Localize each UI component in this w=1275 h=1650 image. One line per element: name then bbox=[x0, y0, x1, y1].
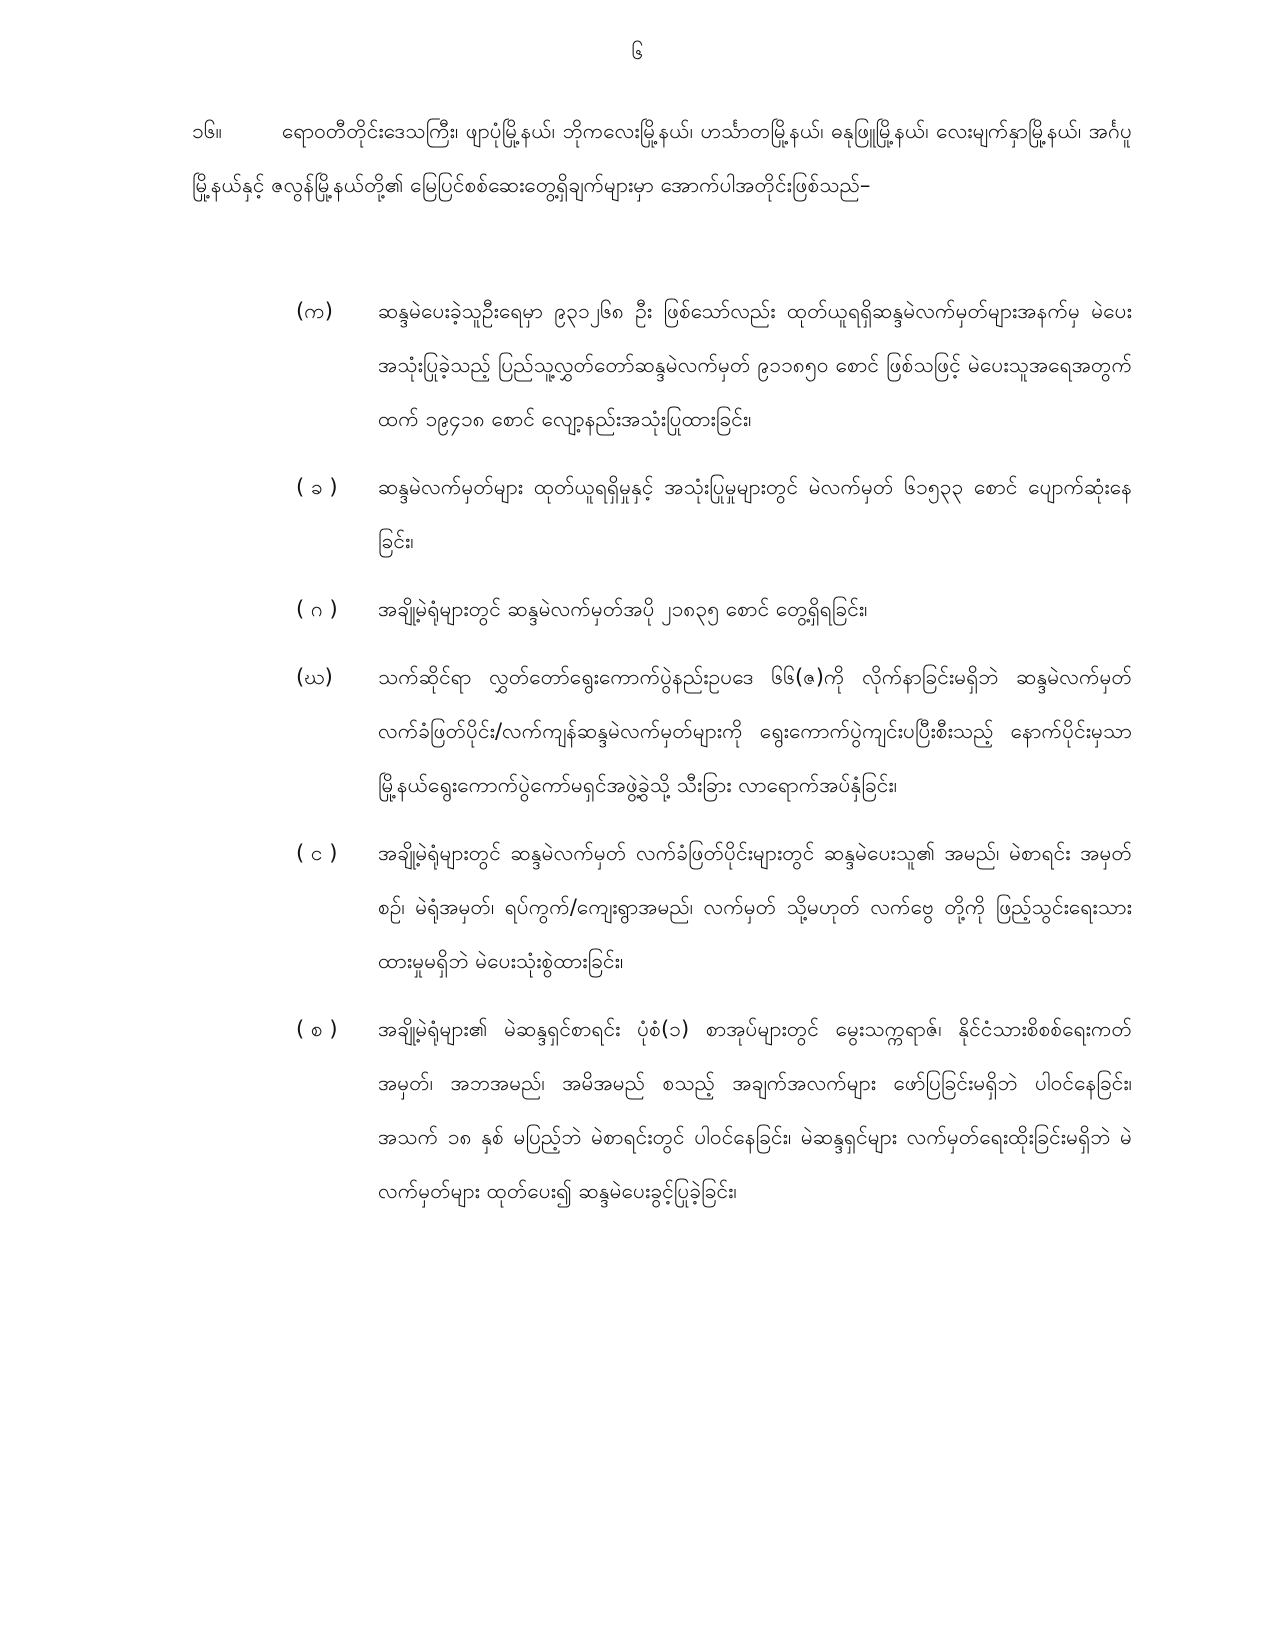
item-text: အချို့မဲရုံများ၏ မဲဆန္ဒရှင်စာရင်း ပုံစံ(၁) စာအုပ်များတွင် မွေးသက္ကရာဇ်၊ နိုင်ငံသားစိစစ်ရေးကတ်အမှတ်၊ အဘအမည်၊ အမိအမည် စသည့် အချက်အလက်များ ဖော်ပြခြင်းမရှိဘဲ ပါဝင်နေခြင်း၊ အသက် ၁၈ နှစ် မပြည့်ဘဲ မဲစာရင်းတွင် ပါဝင်နေခြင်း၊ မဲဆန္ဒရှင်များ လက်မှတ်ရေးထိုးခြင်းမရှိဘဲ မဲလက်မှတ်များ ထုတ်ပေး၍ ဆန္ဒမဲပေးခွင့်ပြုခဲ့ခြင်း၊ bbox=[378, 1017, 1132, 1203]
list-item bbox=[296, 582, 1132, 636]
item-text: ဆန္ဒမဲလက်မှတ်များ ထုတ်ယူရရှိမှုနှင့် အသုံးပြုမှုများတွင် မဲလက်မှတ် ၆၁၅၃၃ စောင် ပျောက်ဆုံးနေခြင်း၊ bbox=[378, 475, 1132, 553]
list-item bbox=[296, 1002, 1132, 1218]
item-label: ( င ) bbox=[296, 841, 338, 865]
item-label: ( စ ) bbox=[296, 1017, 338, 1041]
intro-paragraph bbox=[192, 104, 1132, 212]
item-label: (က) bbox=[296, 299, 333, 323]
item-text: သက်ဆိုင်ရာ လွှတ်တော်ရွေးကောက်ပွဲနည်းဥပဒေ ၆၆(ဇ)ကို လိုက်နာခြင်းမရှိဘဲ ဆန္ဒမဲလက်မှတ် လက်ခံဖြတ်ပိုင်း/လက်ကျန်ဆန္ဒမဲလက်မှတ်များကို ရွေးကောက်ပွဲကျင်းပပြီးစီးသည့် နောက်ပိုင်းမှသာ မြို့နယ်ရွေးကောက်ပွဲကော်မရှင်အဖွဲ့ခွဲသို့ သီးခြား လာရောက်အပ်နှံခြင်း၊ bbox=[378, 665, 1132, 797]
item-text: ဆန္ဒမဲပေးခဲ့သူဦးရေမှာ ၉၃၁၂၆၈ ဦး ဖြစ်သော်လည်း ထုတ်ယူရရှိဆန္ဒမဲလက်မှတ်များအနက်မှ မဲပေးအသုံးပြုခဲ့သည့် ပြည်သူ့လွှတ်တော်ဆန္ဒမဲလက်မှတ် ၉၁၁၈၅၀ စောင် ဖြစ်သဖြင့် မဲပေးသူအရေအတွက်ထက် ၁၉၄၁၈ စောင် လျော့နည်းအသုံးပြုထားခြင်း၊ bbox=[378, 299, 1132, 431]
item-label: (ဃ) bbox=[296, 665, 333, 689]
page-number: ၆ bbox=[631, 40, 644, 64]
list-item bbox=[296, 284, 1132, 446]
list-item bbox=[296, 650, 1132, 812]
list-item bbox=[296, 826, 1132, 988]
item-text: အချို့မဲရုံများတွင် ဆန္ဒမဲလက်မှတ် လက်ခံဖြတ်ပိုင်းများတွင် ဆန္ဒမဲပေးသူ၏ အမည်၊ မဲစာရင်း အမှတ်စဉ်၊ မဲရုံအမှတ်၊ ရပ်ကွက်/ကျေးရွာအမည်၊ လက်မှတ် သို့မဟုတ် လက်ဗွေ တို့ကို ဖြည့်သွင်းရေးသားထားမှုမရှိဘဲ မဲပေးသုံးစွဲထားခြင်း၊ bbox=[378, 841, 1132, 973]
item-text: အချို့မဲရုံများတွင် ဆန္ဒမဲလက်မှတ်အပို ၂၁၈၃၅ စောင် တွေ့ရှိရခြင်း၊ bbox=[378, 597, 868, 621]
list-item bbox=[296, 460, 1132, 568]
paragraph-number: ၁၆။ bbox=[192, 119, 222, 143]
item-label: ( ခ ) bbox=[296, 475, 338, 499]
findings-list bbox=[296, 284, 1132, 1232]
intro-text: ရောဝတီတိုင်းဒေသကြီး၊ ဖျာပုံမြို့နယ်၊ ဘိုကလေးမြို့နယ်၊ ဟင်္သာတမြို့နယ်၊ ဓနုဖြူမြို့နယ်၊ လေးမျက်နှာမြို့နယ်၊ အင်္ဂပူမြို့နယ်နှင့် ဇလွန်မြို့နယ်တို့၏ မြေပြင်စစ်ဆေးတွေ့ရှိချက်များမှာ အောက်ပါအတိုင်းဖြစ်သည်– bbox=[192, 119, 1132, 197]
item-label: ( ဂ ) bbox=[296, 597, 338, 621]
